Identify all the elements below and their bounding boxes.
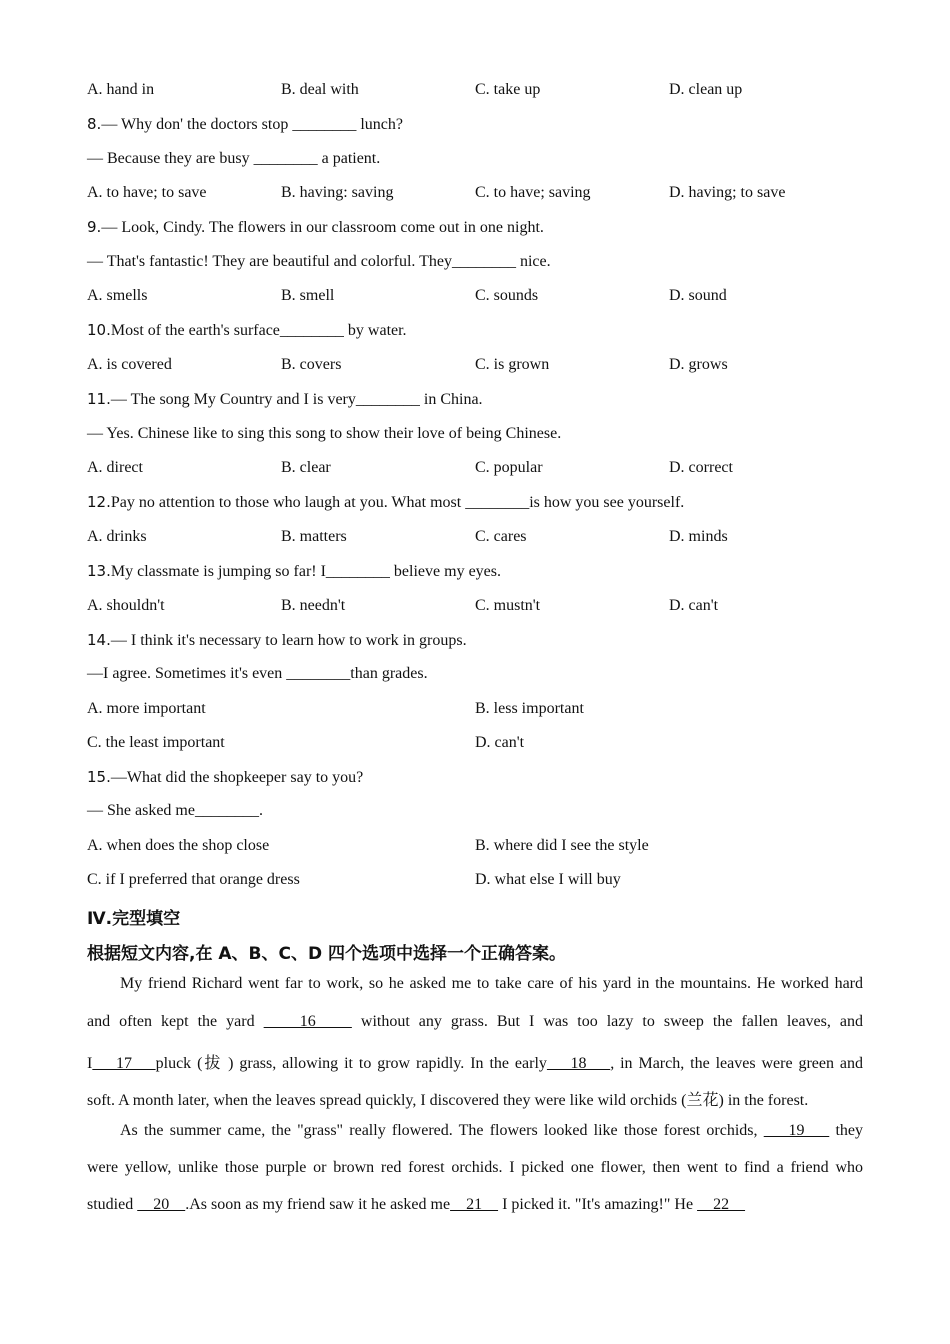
section-instruction: 根据短文内容,在 A、B、C、D 四个选项中选择一个正确答案。 [87,944,566,964]
q13-option-c: C. mustn't [475,597,541,614]
q12-option-a: A. drinks [87,528,147,545]
q11-line2: — Yes. Chinese like to sing this song to show their love of being Chinese. [87,425,562,442]
q15-stem [87,768,363,787]
passage-p1-line2 [87,1013,863,1031]
q10-number: 10. [87,321,111,339]
q9-option-c: C. sounds [475,287,539,304]
blank-19: 19 [763,1122,830,1139]
q13-number: 13. [87,562,111,580]
blank-16: 16 [263,1013,352,1030]
q14-number: 14. [87,631,111,649]
q11-option-a: A. direct [87,459,143,476]
text-segment: As the summer came, the "grass" really flowered. The flowers looked like those forest orchids, [120,1122,764,1139]
q12-option-d: D. minds [669,528,728,545]
q8-number: 8. [87,115,102,133]
q9-number: 9. [87,218,102,236]
text-segment: I picked it. "It's amazing!" He [498,1196,698,1213]
blank-17: 17 [92,1055,156,1072]
q15-number: 15. [87,768,111,786]
q15-option-c: C. if I preferred that orange dress [87,871,300,888]
passage-p1-line4: soft. A month later, when the leaves spread quickly, I discovered they were like wild orchids (兰花) in the forest. [87,1092,809,1109]
q11-option-d: D. correct [669,459,733,476]
q8-line2: — Because they are busy ________ a patient. [87,150,381,167]
text-segment: without any grass. But I was too lazy to sweep the fallen leaves, and [351,1013,864,1030]
q14-option-d: D. can't [475,734,525,751]
q10-option-a: A. is covered [87,356,172,373]
q11-option-b: B. clear [281,459,331,476]
q15-line1: —What did the shopkeeper say to you? [110,769,364,786]
section-title: Ⅳ.完型填空 [87,909,181,929]
passage-p1-line1: My friend Richard went far to work, so he asked me to take care of his yard in the mountains. He worked hard [120,975,863,992]
q7-option-a: A. hand in [87,81,155,98]
q10-line1: Most of the earth's surface________ by water. [110,322,407,339]
q14-option-c: C. the least important [87,734,225,751]
q14-option-a: A. more important [87,700,206,717]
q13-option-d: D. can't [669,597,719,614]
q7-option-d: D. clean up [669,81,743,98]
q12-number: 12. [87,493,111,511]
q12-stem [87,493,684,512]
blank-22: 22 [697,1196,746,1213]
q15-option-b: B. where did I see the style [475,837,649,854]
text-segment: .As soon as my friend saw it he asked me [185,1196,451,1213]
q9-option-b: B. smell [281,287,335,304]
q15-option-a: A. when does the shop close [87,837,270,854]
q9-line1: — Look, Cindy. The flowers in our classroom come out in one night. [101,219,544,236]
q13-option-b: B. needn't [281,597,346,614]
q15-line2: — She asked me________. [87,802,263,819]
q9-stem [87,218,544,237]
passage-p1-line3 [87,1050,863,1073]
q9-option-a: A. smells [87,287,148,304]
q10-option-b: B. covers [281,356,342,373]
q10-stem [87,321,407,340]
q8-line1: — Why don' the doctors stop ________ lunch? [101,116,403,133]
q7-option-c: C. take up [475,81,541,98]
q8-stem [87,115,403,134]
q10-option-d: D. grows [669,356,728,373]
q8-option-c: C. to have; saving [475,184,591,201]
q15-option-d: D. what else I will buy [475,871,621,888]
text-segment: , in March, the leaves were green and [610,1055,864,1072]
q11-option-c: C. popular [475,459,543,476]
q8-option-a: A. to have; to save [87,184,207,201]
passage-p2-line1 [87,1122,863,1140]
q12-line1: Pay no attention to those who laugh at you. What most ________is how you see yourself. [110,494,685,511]
q13-stem [87,562,501,581]
blank-20: 20 [137,1196,186,1213]
q9-line2: — That's fantastic! They are beautiful and colorful. They________ nice. [87,253,551,270]
text-segment: pluck (拔 ) grass, allowing it to grow rapidly. In the early [155,1055,547,1072]
text-segment: I [87,1055,93,1072]
text-segment: and often kept the yard [87,1013,264,1030]
q14-stem [87,631,467,650]
q10-option-c: C. is grown [475,356,550,373]
q8-option-d: D. having; to save [669,184,786,201]
q11-stem [87,390,483,409]
q14-line1: — I think it's necessary to learn how to work in groups. [110,632,467,649]
q12-option-c: C. cares [475,528,527,545]
q9-option-d: D. sound [669,287,727,304]
q14-line2: —I agree. Sometimes it's even ________than grades. [87,665,428,682]
q8-option-b: B. having: saving [281,184,394,201]
passage-p2-line2: were yellow, unlike those purple or brown red forest orchids. I picked one flower, then went to find a friend who [87,1159,863,1176]
blank-21: 21 [450,1196,499,1213]
text-segment: they [829,1122,864,1139]
q11-number: 11. [87,390,111,408]
q14-option-b: B. less important [475,700,584,717]
passage-p2-line3 [87,1196,745,1214]
blank-18: 18 [546,1055,611,1072]
q12-option-b: B. matters [281,528,347,545]
text-segment: studied [87,1196,138,1213]
q7-option-b: B. deal with [281,81,359,98]
q11-line1: — The song My Country and I is very________ in China. [110,391,483,408]
q13-line1: My classmate is jumping so far! I________ believe my eyes. [110,563,501,580]
q13-option-a: A. shouldn't [87,597,165,614]
